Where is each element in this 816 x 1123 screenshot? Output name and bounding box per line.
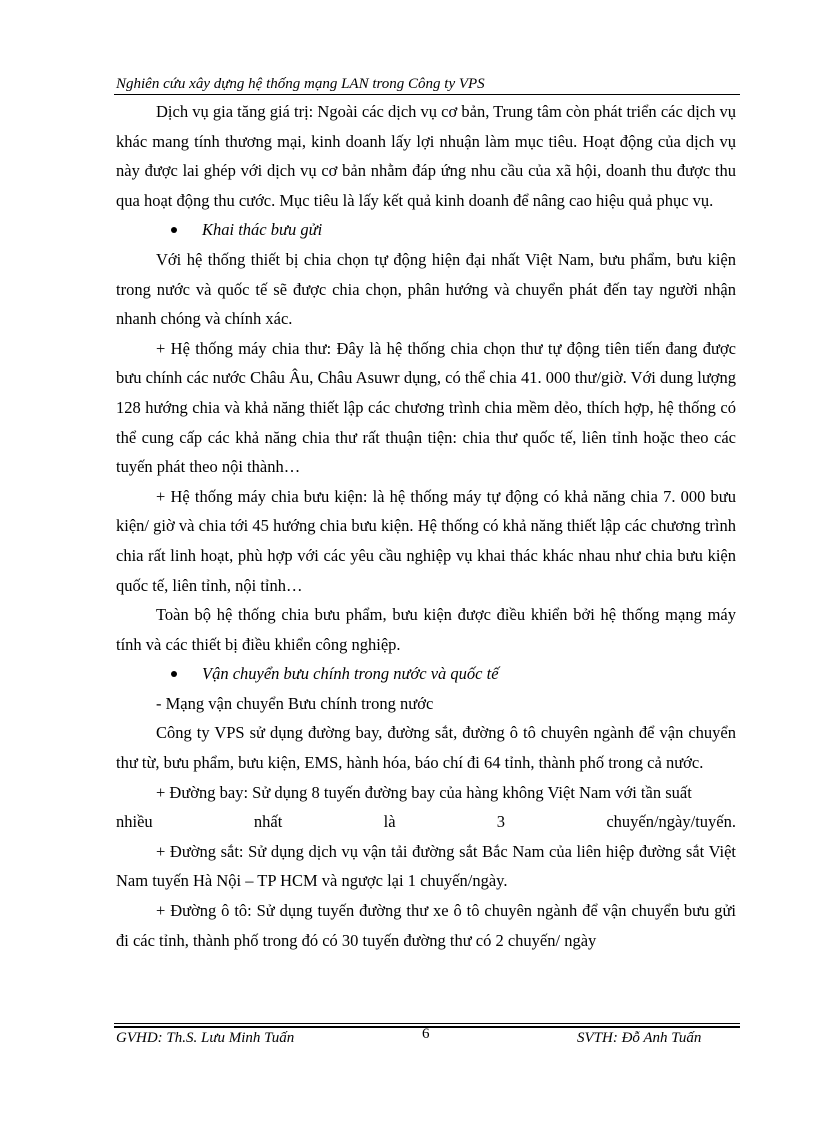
page-number: 6 — [422, 1026, 430, 1042]
page-body — [116, 97, 736, 955]
paragraph-rail-route: + Đường sắt: Sử dụng dịch vụ vận tải đường sắt Bắc Nam của liên hiệp đường sắt Việt Nam tuyến Hà Nội – TP HCM và ngược lại 1 chuyến/ngày. — [116, 841, 736, 891]
paragraph-air-route: + Đường bay: Sử dụng 8 tuyến đường bay của hàng không Việt Nam với tần suất — [156, 782, 692, 802]
bullet-item-transport — [116, 659, 736, 689]
running-header: Nghiên cứu xây dựng hệ thống mạng LAN trong Công ty VPS — [116, 76, 485, 92]
header-rule — [114, 94, 740, 95]
bullet-item-mail-processing — [116, 215, 736, 245]
bullet-label: Khai thác bưu gửi — [202, 220, 323, 240]
paragraph-transport-modes: Công ty VPS sử dụng đường bay, đường sắt, đường ô tô chuyên ngành để vận chuyển thư từ, bưu phẩm, bưu kiện, EMS, hành hóa, báo chí đi 64 tỉnh, thành phố trong cả nước. — [116, 723, 736, 773]
bullet-label: Vận chuyển bưu chính trong nước và quốc tế — [202, 664, 499, 684]
paragraph-road-route: + Đường ô tô: Sử dụng tuyến đường thư xe ô tô chuyên ngành để vận chuyển bưu gửi đi các tỉnh, thành phố trong đó có 30 tuyến đường thư có 2 chuyến/ ngày — [116, 901, 736, 950]
paragraph-parcel-sorter: + Hệ thống máy chia bưu kiện: là hệ thống máy tự động có khả năng chia 7. 000 bưu kiện/ giờ và chia tới 45 hướng chia bưu kiện. Hệ thống có khả năng thiết lập các chương trình chia rất linh hoạt, phù hợp với các yêu cầu nghiệp vụ khai thác khác nhau như chia bưu kiện quốc tế, liên tỉnh, nội tỉnh… — [116, 486, 736, 595]
footer-supervisor: GVHD: Th.S. Lưu Minh Tuấn — [116, 1030, 295, 1046]
paragraph-sorting-system: Với hệ thống thiết bị chia chọn tự động hiện đại nhất Việt Nam, bưu phẩm, bưu kiện trong nước và quốc tế sẽ được chia chọn, phân hướng và chuyển phát đến tay người nhận nhanh chóng và chính xác. — [116, 249, 736, 329]
bullet-dot-icon — [171, 671, 177, 677]
paragraph-domestic-network: - Mạng vận chuyển Bưu chính trong nước — [156, 693, 434, 713]
footer-rule-thin — [114, 1023, 740, 1024]
paragraph-value-added-services: Dịch vụ gia tăng giá trị: Ngoài các dịch vụ cơ bản, Trung tâm còn phát triển các dịch vụ khác mang tính thương mại, kinh doanh lấy lợi nhuận làm mục tiêu. Hoạt động của dịch vụ này được lai ghép với dịch vụ cơ bản nhằm đáp ứng nhu cầu của xã hội, doanh thu được thu qua hoạt động thu cước. Mục tiêu là lấy kết quả kinh doanh để nâng cao hiệu quả phục vụ. — [116, 102, 736, 210]
paragraph-control-system: Toàn bộ hệ thống chia bưu phẩm, bưu kiện được điều khiển bởi hệ thống mạng máy tính và các thiết bị điều khiển công nghiệp. — [116, 605, 736, 654]
bullet-dot-icon — [171, 227, 177, 233]
footer-student: SVTH: Đỗ Anh Tuấn — [577, 1030, 702, 1046]
paragraph-air-route-continued: nhiều nhất là 3 chuyến/ngày/tuyến. — [116, 812, 736, 832]
paragraph-letter-sorter: + Hệ thống máy chia thư: Đây là hệ thống chia chọn thư tự động tiên tiến đang được bưu chính các nước Châu Âu, Châu Asuwr dụng, có thể chia 41. 000 thư/giờ. Với dung lượng 128 hướng chia và khả năng thiết lập các chương trình chia mềm dẻo, thích hợp, hệ thống có thể cung cấp các khả năng chia thư rất thuận tiện: chia thư quốc tế, liên tỉnh hoặc theo các tuyến phát theo nội thành… — [116, 338, 736, 477]
